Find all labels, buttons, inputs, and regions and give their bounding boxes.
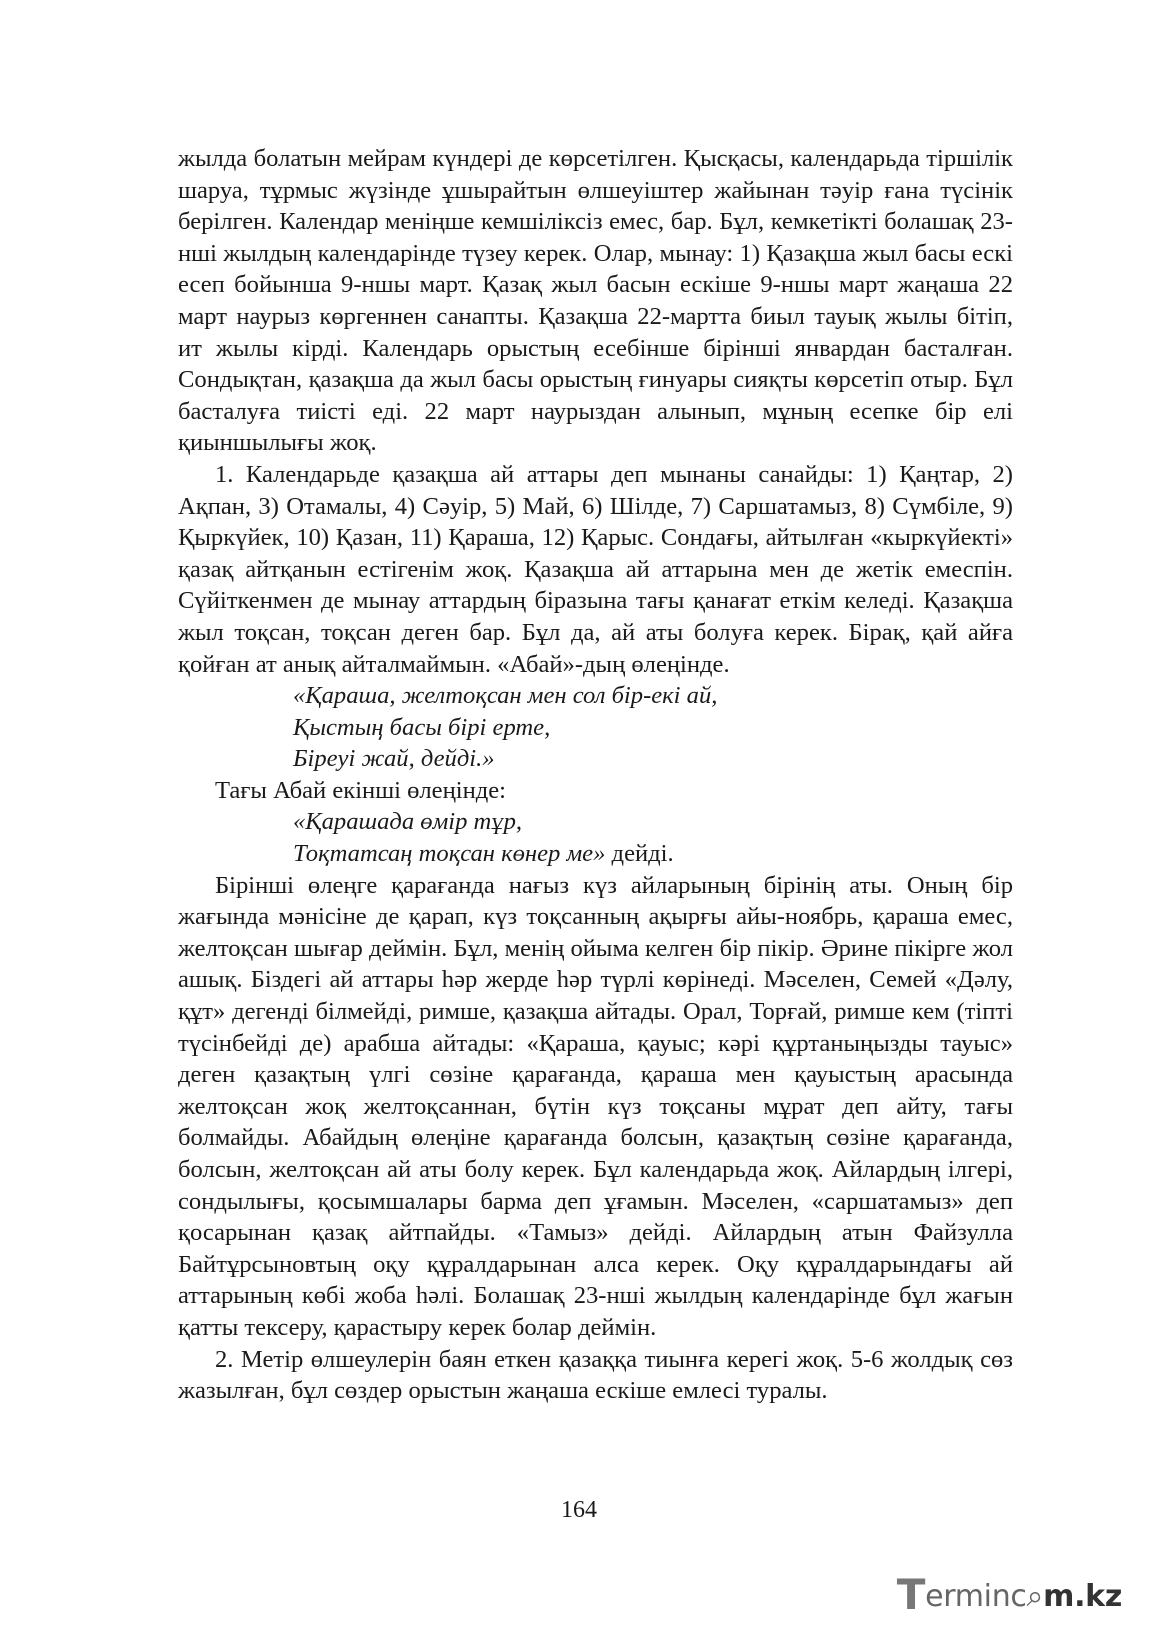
verse-line: Біреуі жай, дейді.»	[293, 745, 495, 773]
watermark-text: erminc	[925, 1579, 1027, 1614]
verse-line	[293, 838, 1013, 870]
watermark-logo-letter: T	[896, 1570, 926, 1619]
paragraph-metric: 2. Метір өлшеулерін баян еткен қазаққа тиынға керегі жоқ. 5-6 жолдық сөз жазылған, бұл сөздер орыстын жаңаша ескіше емлесі туралы.	[178, 1345, 1013, 1405]
verse-line: Қыстың басы бірі ерте,	[293, 713, 551, 741]
verse-quote-2	[178, 806, 1013, 869]
watermark-domain: m.kz	[1043, 1579, 1122, 1614]
paragraph-month-names: 1. Календарьде қазақша ай аттары деп мынаны санайды: 1) Қаңтар, 2) Ақпан, 3) Отамалы, 4) Сәуір, 5) Май, 6) Шілде, 7) Саршатамыз, 8) Сүмбіле, 9) Қыркүйек, 10) Қазан, 11) Қараша, 12) Қарыс. Сондағы, айтылған «кыркүйекті» қазақ айтқанын естігенім жоқ. Қазақша ай аттарына мен де жетік емеспін. Сүйіткенмен де мынау аттардың біразына тағы қанағат еткім келеді. Қазақша жыл тоқсан, тоқсан деген бар. Бұл да, ай аты болуға керек. Бірақ, қай айға қойған ат анық айталмаймын. «Абай»-дың өлеңінде.	[178, 460, 1013, 678]
verse-quote-1	[178, 680, 1013, 775]
paragraph-continuation: жылда болатын мейрам күндері де көрсетілген. Қысқасы, календарьда тіршілік шаруа, тұрмыс жүзінде ұшырайтын өлшеуіштер жайынан тәуір ғана түсінік берілген. Календар меніңше кемшіліксіз емес, бар. Бұл, кемкетікті болашақ 23-нші жылдың календарінде түзеу керек. Олар, мынау: 1) Қазақша жыл басы ескі есеп бойынша 9-ншы март. Қазақ жыл басын ескіше 9-ншы март жаңаша 22 март наурыз көргеннен санапты. Қазақша 22-мартта биыл тауық жылы бітіп, ит жылы кірді. Календарь орыстың есебінше бірінші январдан басталған. Сондықтан, қазақша да жыл басы орыстың ғинуары сияқты көрсетіп отыр. Бұл басталуға тиісті еді. 22 март наурыздан алынып, мұның есепке бір елі қиыншылығы жоқ.	[178, 145, 1013, 457]
magnifier-icon: ⌕	[1026, 1579, 1044, 1614]
page-number: 164	[561, 1497, 597, 1523]
termincom-watermark	[897, 1571, 1122, 1619]
verse-line: «Қараша, желтоқсан мен сол бір-екі ай,	[293, 682, 718, 710]
paragraph-analysis: Бірінші өлеңге қарағанда нағыз күз айларының бірінің аты. Оның бір жағында мәнісіне де қарап, күз тоқсанның ақырғы айы-ноябрь, қараша емес, желтоқсан шығар деймін. Бұл, менің ойыма келген бір пікір. Әрине пікірге жол ашық. Біздегі ай аттары һәр жерде һәр түрлі көрінеді. Мәселен, Семей «Дәлу, құт» дегенді білмейді, римше, қазақша айтады. Орал, Торғай, римше кем (тіпті түсінбейді де) арабша айтады: «Қараша, қауыс; кәрі құртаныңызды тауыс» деген қазақтың үлгі сөзіне қарағанда, қараша мен қауыстың арасында желтоқсан жоқ желтоқсаннан, бүтін күз тоқсаны мұрат деп айту, тағы болмайды. Абайдың өлеңіне қарағанда болсын, қазақтың сөзіне қарағанда, болсын, желтоқсан ай аты болу керек. Бұл календарьда жоқ. Айлардың ілгері, сондылығы, қосымшалары барма деп ұғамын. Мәселен, «саршатамыз» деп қосарынан қазақ айтпайды. «Тамыз» дейді. Айлардың атын Файзулла Байтұрсыновтың оқу құралдарынан алса керек. Оқу құралдарындағы ай аттарының көбі жоба һәлі. Болашақ 23-нші жылдың календарінде бұл жағын қатты тексеру, қарастыру керек болар деймін.	[178, 871, 1013, 1341]
verse-tail: дейді.	[605, 840, 674, 868]
page-body	[178, 143, 1013, 1407]
verse-line-text: Тоқтатсаң тоқсан көнер ме»	[293, 840, 606, 868]
verse-intro: Тағы Абай екінші өлеңінде:	[215, 776, 507, 804]
verse-line: «Қарашада өмір тұр,	[293, 808, 523, 836]
